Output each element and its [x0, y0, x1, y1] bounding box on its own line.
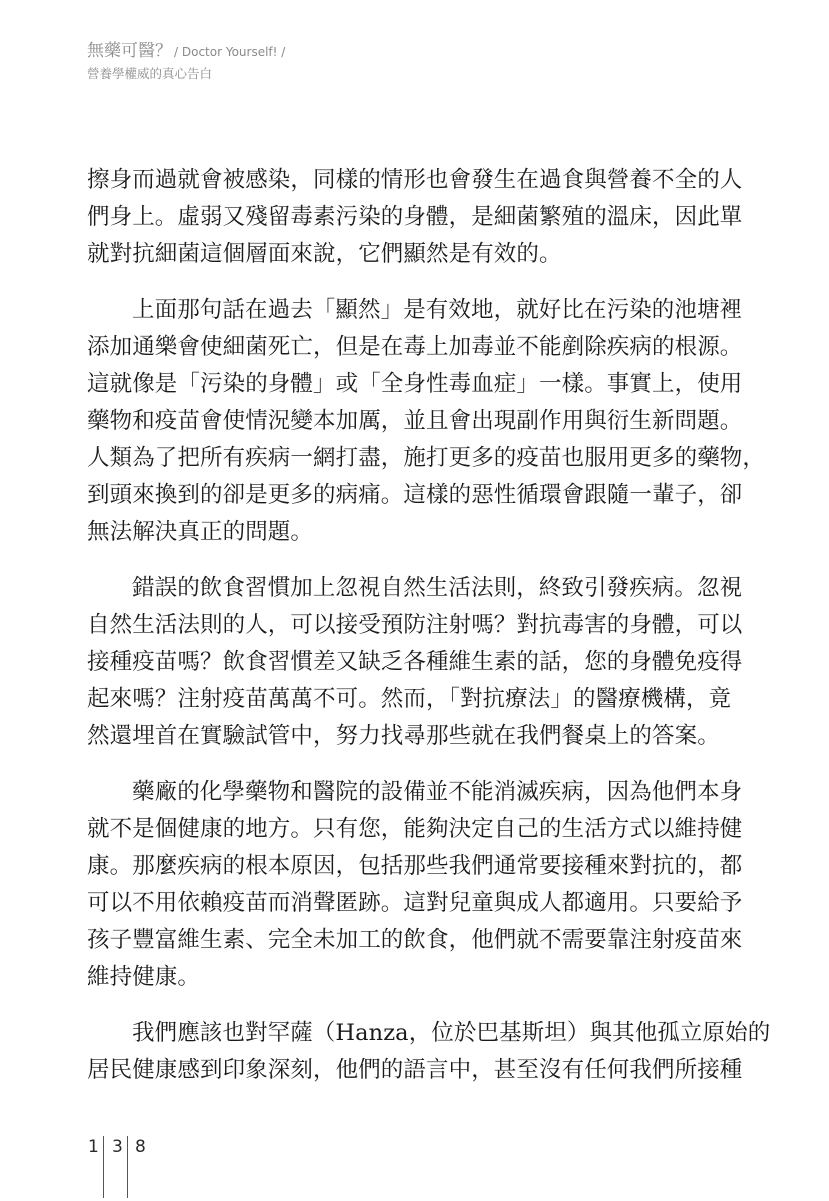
- page-number-divider: [103, 1136, 104, 1198]
- text-line: 居民健康感到印象深刻，他們的語言中，甚至沒有任何我們所接種: [87, 1057, 743, 1083]
- text-line: 這就像是「污染的身體」或「全身性毒血症」一樣。事實上，使用: [87, 371, 743, 397]
- text-line: 藥物和疫苗會使情況變本加厲，並且會出現副作用與衍生新問題。: [87, 408, 743, 434]
- text-line: 接種疫苗嗎？飲食習慣差又缺乏各種維生素的話，您的身體免疫得: [87, 649, 743, 675]
- running-head-title-line: [87, 40, 285, 63]
- text-line: 維持健康。: [87, 964, 201, 990]
- text-line: 就不是個健康的地方。只有您，能夠決定自己的生活方式以維持健: [87, 816, 743, 842]
- paragraph: [87, 774, 747, 996]
- running-head: [87, 40, 285, 83]
- text-line: 人類為了把所有疾病一網打盡，施打更多的疫苗也服用更多的藥物，: [87, 445, 766, 471]
- text-line: 藥廠的化學藥物和醫院的設備並不能消滅疾病，因為他們本身: [132, 779, 743, 805]
- book-title-english: / Doctor Yourself! /: [174, 45, 286, 59]
- page-number-digit: 1: [88, 1137, 99, 1157]
- text-line: 可以不用依賴疫苗而消聲匿跡。這對兒童與成人都適用。只要給予: [87, 890, 743, 916]
- text-line: 起來嗎？注射疫苗萬萬不可。然而，「對抗療法」的醫療機構，竟: [87, 686, 732, 712]
- page-number-divider: [127, 1136, 128, 1198]
- text-line: 擦身而過就會被感染，同樣的情形也會發生在過食與營養不全的人: [87, 167, 743, 193]
- text-line: 就對抗細菌這個層面來說，它們顯然是有效的。: [87, 241, 562, 267]
- paragraph: [87, 292, 766, 551]
- body-text: [87, 162, 771, 1108]
- text-line: 到頭來換到的卻是更多的病痛。這樣的惡性循環會跟隨一輩子，卻: [87, 482, 743, 508]
- text-line: 錯誤的飲食習慣加上忽視自然生活法則，終致引發疾病。忽視: [132, 575, 743, 601]
- page-number-digit: 8: [135, 1137, 146, 1157]
- text-line: 我們應該也對罕薩（Hanza，位於巴基斯坦）與其他孤立原始的: [132, 1020, 771, 1046]
- page-number-digit: 3: [112, 1137, 123, 1157]
- paragraph: [87, 1015, 771, 1089]
- text-line: 自然生活法則的人，可以接受預防注射嗎？對抗毒害的身體，可以: [87, 612, 743, 638]
- text-line: 上面那句話在過去「顯然」是有效地，就好比在污染的池塘裡: [132, 297, 743, 323]
- paragraph: [87, 162, 747, 273]
- text-line: 添加通樂會使細菌死亡，但是在毒上加毒並不能剷除疾病的根源。: [87, 334, 743, 360]
- text-line: 康。那麼疾病的根本原因，包括那些我們通常要接種來對抗的，都: [87, 853, 743, 879]
- book-title: 無藥可醫？: [87, 41, 172, 61]
- text-line: 們身上。虛弱又殘留毒素污染的身體，是細菌繁殖的溫床，因此單: [87, 204, 743, 230]
- text-line: 無法解決真正的問題。: [87, 519, 314, 545]
- book-subtitle: 營養學權威的真心告白: [87, 66, 213, 81]
- paragraph: [87, 570, 747, 755]
- text-line: 孩子豐富維生素、完全未加工的飲食，他們就不需要靠注射疫苗來: [87, 927, 743, 953]
- text-line: 然還埋首在實驗試管中，努力找尋那些就在我們餐桌上的答案。: [87, 723, 720, 749]
